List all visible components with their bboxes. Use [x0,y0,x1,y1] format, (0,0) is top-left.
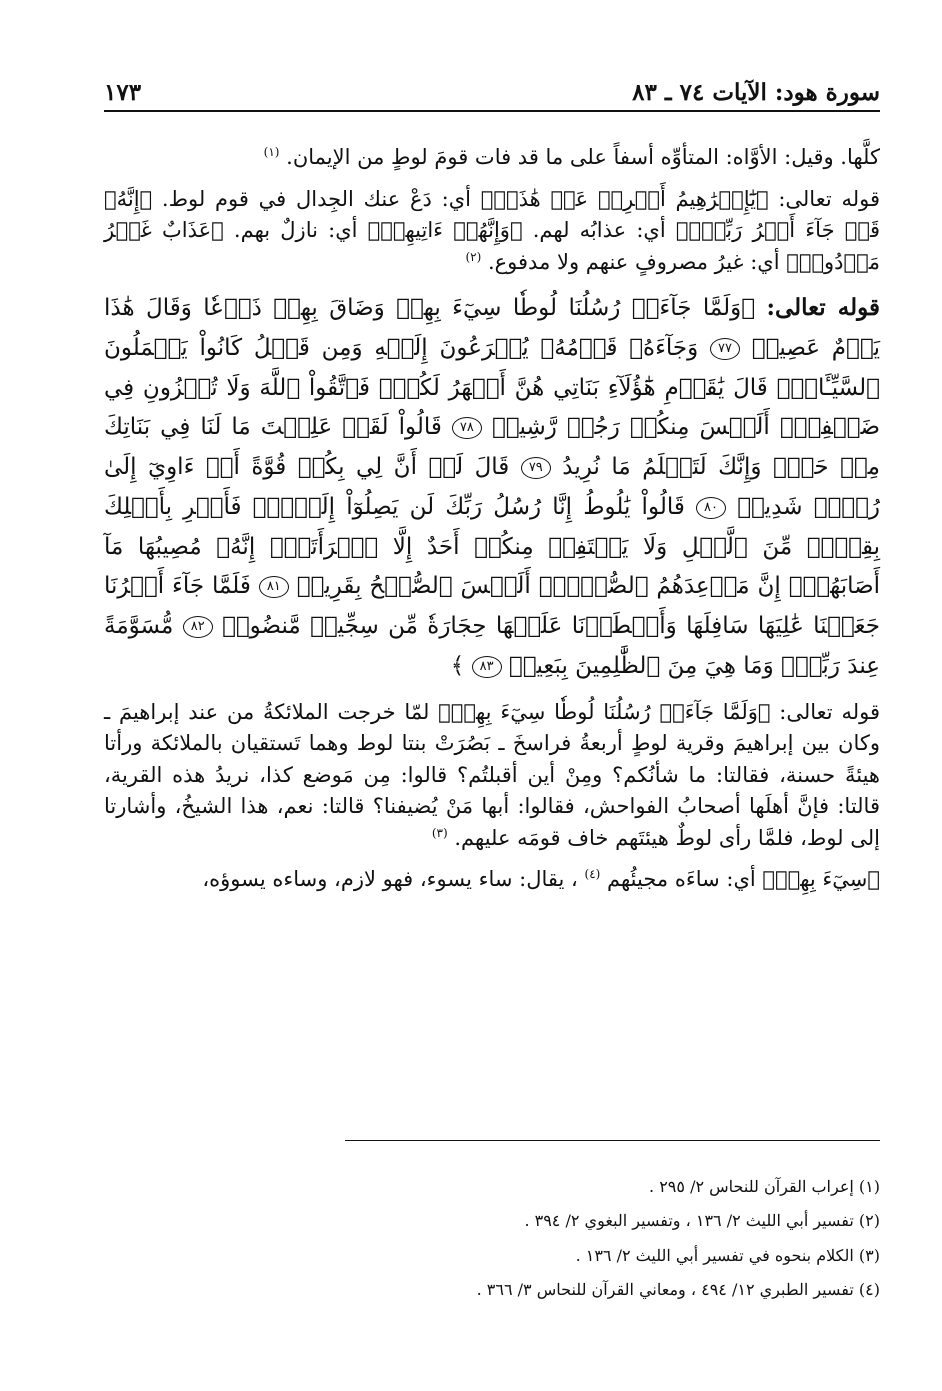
verse-number-marker: ٧٩ [521,457,551,479]
verse-segment: ﴿وَلَمَّا جَآءَتۡ رُسُلُنَا لُوطٗا سِيٓءَ بِهِمۡ وَضَاقَ بِهِمۡ ذَرۡعٗا وَقَالَ هَٰذَا يَوۡمٌ عَصِيبٞ [104,295,881,361]
verse-segment: قَالُواْ لَقَدۡ عَلِمۡتَ مَا لَنَا فِي بَنَاتِكَ مِنۡ حَقّٖ وَإِنَّكَ لَتَعۡلَمُ مَا نُرِيدُ [104,414,880,481]
paragraph-4-text-start: ﴿سِيٓءَ بِهِمۡ﴾ أي: ساءَه مجيئُهم [607,867,880,892]
verse-number-marker: ٨٢ [183,616,213,638]
verse-segment: قَالَ لَوۡ أَنَّ لِي بِكُمۡ قُوَّةً أَوۡ ءَاوِيٓ إِلَىٰ رُكۡنٖ شَدِيدٖ [104,454,881,520]
paragraph-1-text: كلَّها. وقيل: الأوَّاه: المتأوِّه أسفاً على ما قد فات قومَ لوطٍ من الإيمان. [286,145,880,169]
footnote-ref-4[interactable]: (٤) [584,867,601,882]
footnotes [104,1170,880,1308]
verse-segment: مُّسَوَّمَةً عِندَ رَبِّكَۖ وَمَا هِيَ مِنَ ٱلظَّٰلِمِينَ بِبَعِيدٖ [104,613,880,680]
footnote-ref-3[interactable]: (٣) [431,825,448,840]
verse-close-bracket: ﴾ [450,653,465,680]
paragraph-3 [104,697,880,855]
footnote-4: (٤) تفسير الطبري ١٢/ ٤٩٤ ، ومعاني القرآن للنحاس ٣/ ٣٦٦ . [476,1280,880,1300]
verse-number-marker: ٧٨ [452,417,482,439]
footnote-ref-2[interactable]: (٢) [465,249,482,264]
paragraph-3-text: قوله تعالى: ﴿وَلَمَّا جَآءَتۡ رُسُلُنَا لُوطٗا سِيٓءَ بِهِمۡ﴾ لمّا خرجت الملائكةُ من عند إبراهيمَ ـ وكان بين إبراهيمَ وقرية لوطٍ أربعةُ فراسخَ ـ بَصُرَتْ بنتا لوط وهما تَستقيان بالملائكة ورأتا هيئةً حسنة، فقالتا: ما شأنُكم؟ ومِنْ أين أقبلتُم؟ قالوا: مِن مَوضع كذا، نريدُ هذه القرية، قالتا: فإنَّ أهلَها أصحابُ الفواحش، فقالوا: أبها مَنْ يُضيفنا؟ قالتا: نعم، هذا الشيخُ، وأشارتا إلى لوط، فلمَّا رأى لوطٌ هيئتَهم خاف قومَه عليهم. [104,699,880,850]
footnote-2: (٢) تفسير أبي الليث ٢/ ١٣٦ ، وتفسير البغوي ٢/ ٣٩٤ . [524,1211,880,1231]
verse-segment: قَالُواْ يَٰلُوطُ إِنَّا رُسُلُ رَبِّكَ لَن يَصِلُوٓاْ إِلَيۡكَۖ فَأَسۡرِ بِأَهۡلِكَ بِقِطۡعٖ مِّنَ ٱلَّيۡلِ وَلَا يَلۡتَفِتۡ مِنكُمۡ أَحَدٌ إِلَّا ٱمۡرَأَتَكَۖ إِنَّهُۥ مُصِيبُهَا مَآ أَصَابَهُمۡۚ إِنَّ مَوۡعِدَهُمُ ٱلصُّبۡحُۚ أَلَيۡسَ ٱلصُّبۡحُ بِقَرِيبٖ [104,493,881,600]
verse-number-marker: ٨١ [259,576,289,598]
footnote-ref-1[interactable]: (١) [263,145,280,159]
page-number: ١٧٣ [104,79,142,106]
footnote-1: (١) إعراب القرآن للنحاس ٢/ ٢٩٥ . [649,1177,880,1196]
running-header [104,70,880,106]
paragraph-1 [104,142,880,174]
verse-number-marker: ٨٠ [696,497,726,519]
footnote-3: (٣) الكلام بنحوه في تفسير أبي الليث ٢/ ١٣٦ . [575,1245,880,1265]
quran-verses-block [104,288,880,687]
paragraph-4-text-end: ، يقال: ساء يسوء، فهو لازم، وساءه يسوؤه، [202,867,578,892]
verse-segment: وَجَآءَهُۥ قَوۡمُهُۥ يُهۡرَعُونَ إِلَيۡهِ وَمِن قَبۡلُ كَانُواْ يَعۡمَلُونَ ٱلسَّيِّـَٔاتِۚ قَالَ يَٰقَوۡمِ هَٰٓؤُلَآءِ بَنَاتِي هُنَّ أَطۡهَرُ لَكُمۡۖ فَٱتَّقُواْ ٱللَّهَ وَلَا تُخۡزُونِ فِي ضَيۡفِيٓۖ أَلَيۡسَ مِنكُمۡ رَجُلٞ رَّشِيدٞ [104,334,881,441]
header-rule [104,110,880,112]
paragraph-2 [104,184,880,279]
paragraph-2-text: قوله تعالى: ﴿يَٰٓإِبۡرَٰهِيمُ أَعۡرِضۡ عَنۡ هَٰذَآۖ﴾ أي: دَعْ عنك الجِدال في قوم لوط. ﴿إِنَّهُۥ قَدۡ جَآءَ أَمۡرُ رَبِّكَۖ﴾ أي: عذابُه لهم. ﴿وَإِنَّهُمۡ ءَاتِيهِمۡ﴾ أي: نازلٌ بهم. ﴿عَذَابٌ غَيۡرُ مَرۡدُودٖ﴾ أي: غيرُ مصروفٍ عنهم ولا مدفوع. [104,186,880,274]
paragraph-4 [104,864,880,896]
main-text [104,142,880,906]
surah-title: سورة هود: الآيات ٧٤ ـ ٨٣ [632,79,880,106]
verse-lead: قوله تعالى: [766,294,880,321]
verse-number-marker: ٨٣ [472,656,502,678]
verse-number-marker: ٧٧ [710,338,740,360]
footnote-separator [345,1140,880,1141]
verse-segment: فَلَمَّا جَآءَ أَمۡرُنَا جَعَلۡنَا عَٰلِيَهَا سَافِلَهَا وَأَمۡطَرۡنَا عَلَيۡهَا حِجَارَةٗ مِّن سِجِّيلٖ مَّنضُودٖ [104,573,880,640]
